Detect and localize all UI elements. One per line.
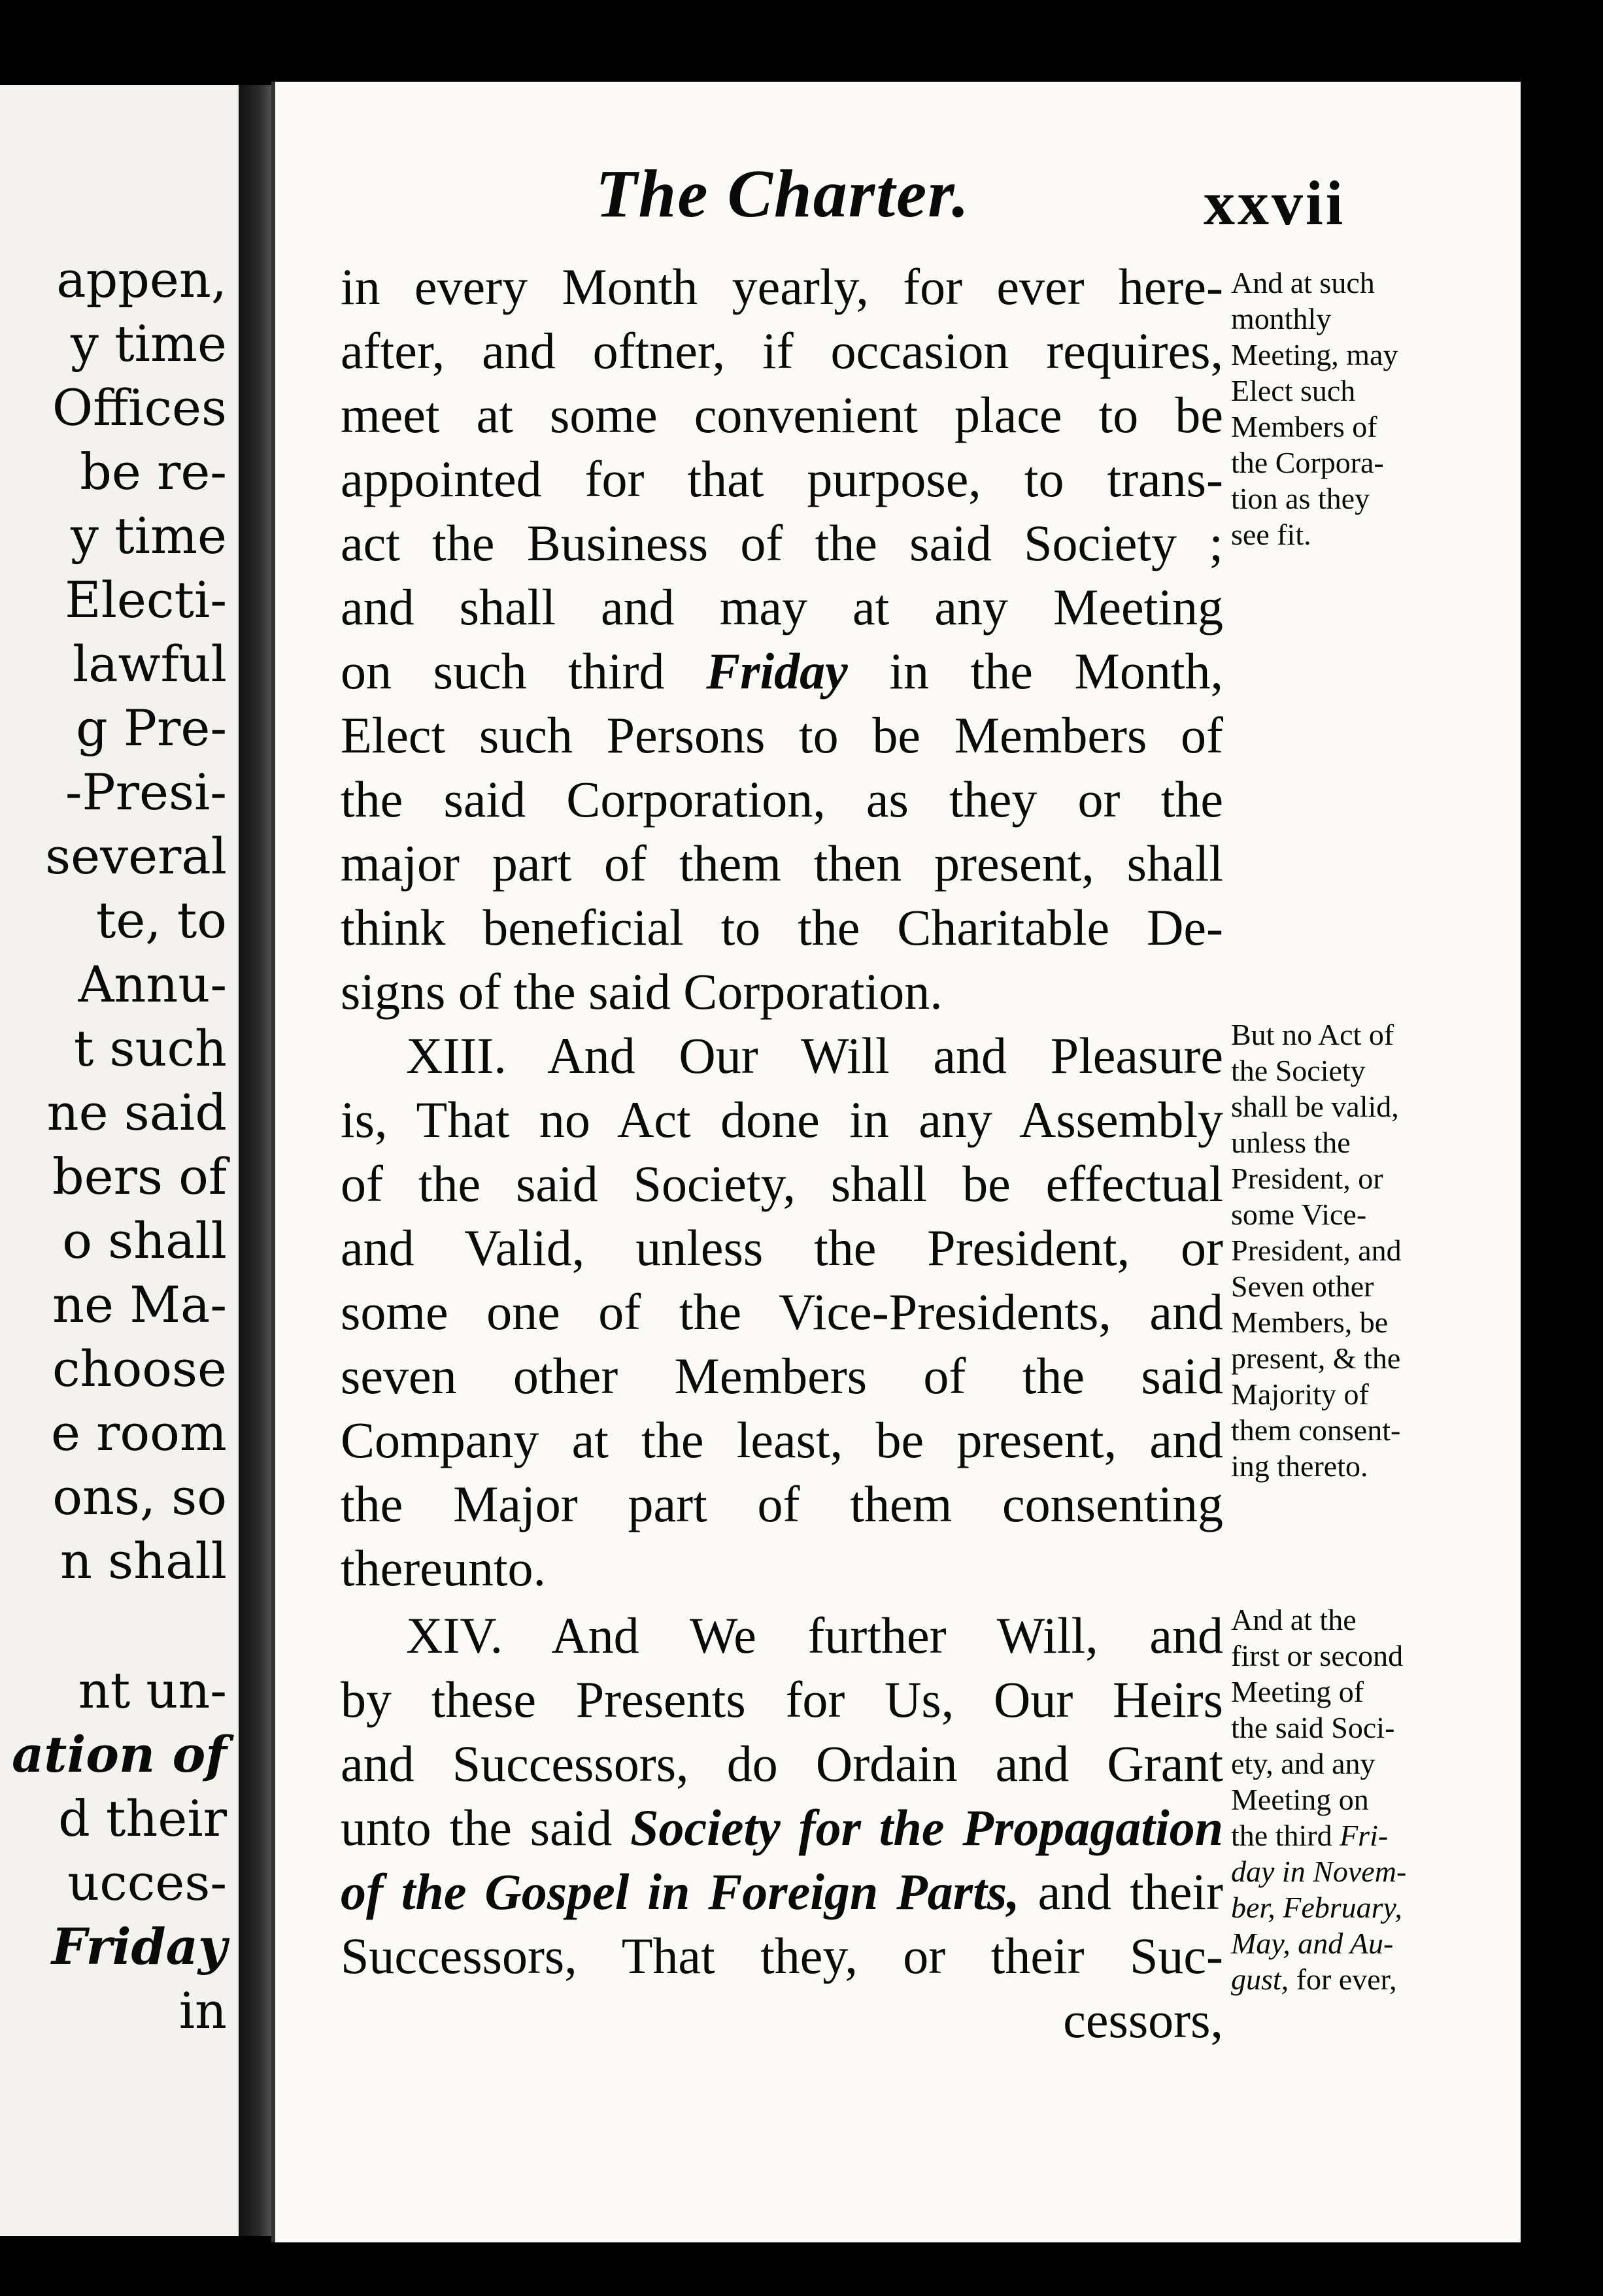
left-page-line: e room <box>50 1404 227 1462</box>
margin-note-line: present, & the <box>1231 1342 1401 1375</box>
left-page-line: ne said <box>46 1083 227 1141</box>
body-line: by these Presents for Us, Our Heirs <box>341 1671 1223 1728</box>
left-page-line: y time <box>71 314 227 373</box>
left-page-line: t such <box>73 1019 227 1077</box>
body-line <box>341 1799 1224 1856</box>
body-line: seven other Members of the said <box>341 1347 1223 1404</box>
section-xiii-first-line: XIII. And Our Will and Pleasure <box>406 1027 1223 1084</box>
body-line: act the Business of the said Society ; <box>341 515 1223 571</box>
margin-note-text: for ever, <box>1296 1963 1397 1996</box>
margin-note-line: unless the <box>1231 1126 1351 1159</box>
margin-note-line: the Corpora- <box>1231 446 1384 479</box>
margin-note-line: shall be valid, <box>1231 1090 1399 1123</box>
body-line: Elect such Persons to be Members of <box>341 707 1223 764</box>
body-line: meet at some convenient place to be <box>341 386 1223 443</box>
body-line: Successors, That they, or their Suc- <box>341 1927 1223 1984</box>
body-line: after, and oftner, if occasion requires, <box>341 322 1223 379</box>
margin-note-line: Majority of <box>1231 1377 1369 1411</box>
running-title: The Charter. <box>596 156 970 231</box>
body-line: is, That no Act done in any Assembly <box>341 1091 1223 1148</box>
margin-note-italic: ber, <box>1231 1891 1275 1924</box>
body-line: appointed for that purpose, to trans- <box>341 450 1223 507</box>
left-page-line: te, to <box>95 891 227 949</box>
body-line: in every Month yearly, for ever here- <box>341 258 1223 315</box>
margin-note-line: see fit. <box>1231 518 1311 551</box>
body-line: of the said Society, shall be effectual <box>341 1155 1223 1212</box>
left-page-line: nt un- <box>78 1661 227 1719</box>
left-page-line: y time <box>71 507 227 565</box>
margin-note-italic: gust, <box>1231 1963 1289 1996</box>
margin-note-line: the said Soci- <box>1231 1711 1395 1744</box>
margin-note-line: first or second <box>1231 1639 1404 1672</box>
margin-note-italic: day <box>1231 1855 1275 1888</box>
body-line: and shall and may at any Meeting <box>341 579 1223 635</box>
body-text: on such third <box>341 643 665 700</box>
margin-note-line: President, or <box>1231 1162 1383 1195</box>
margin-note-line <box>1231 1929 1466 1959</box>
body-text: and their <box>1038 1863 1224 1920</box>
margin-note-text: the third <box>1231 1819 1332 1852</box>
left-page-line: ation of <box>11 1725 227 1783</box>
left-page-line: ucces- <box>67 1853 227 1912</box>
left-page-line: bers of <box>52 1147 227 1206</box>
margin-note-line: And at such <box>1231 266 1375 299</box>
page-header <box>275 82 1521 252</box>
margin-note-line <box>1231 1821 1466 1851</box>
margin-note-line: President, and <box>1231 1234 1402 1267</box>
margin-note-italic: Fri- <box>1340 1819 1389 1852</box>
left-page-line: be re- <box>80 443 227 501</box>
left-page-line: appen, <box>56 250 227 309</box>
margin-note-line: them consent- <box>1231 1413 1401 1447</box>
margin-note-italic: in Novem- <box>1281 1855 1407 1888</box>
left-page-line: Electi- <box>65 571 227 629</box>
body-line: the Major part of them consenting <box>341 1476 1223 1532</box>
main-page <box>271 82 1521 2242</box>
margin-note-line: monthly <box>1231 302 1332 335</box>
left-page-line: ons, so <box>52 1468 227 1526</box>
left-page-line: lawful <box>72 635 227 693</box>
margin-note-line: the Society <box>1231 1054 1366 1087</box>
margin-note-line: Members, be <box>1231 1306 1389 1339</box>
body-line: signs of the said Corporation. <box>341 963 943 1020</box>
left-page-line: Annu- <box>78 955 227 1013</box>
body-text: in the Month, <box>889 643 1223 700</box>
body-italic-text: Society for the Propagation <box>630 1799 1224 1856</box>
body-line: some one of the Vice-Presidents, and <box>341 1283 1223 1340</box>
body-line: major part of them then present, shall <box>341 835 1223 892</box>
left-page-line: g Pre- <box>76 699 227 757</box>
left-page-line: in <box>178 1982 227 2040</box>
left-page-line: several <box>45 827 227 885</box>
body-line: thereunto. <box>341 1540 547 1596</box>
body-line: think beneficial to the Charitable De- <box>341 899 1223 956</box>
body-text: unto the said <box>341 1799 613 1856</box>
margin-note-line: Meeting on <box>1231 1783 1369 1816</box>
margin-note-line: But no Act of <box>1231 1018 1394 1051</box>
left-page-line: d their <box>58 1789 227 1848</box>
margin-note-line: some Vice- <box>1231 1198 1367 1231</box>
left-page-line: -Presi- <box>65 763 227 821</box>
margin-note-line: Members of <box>1231 410 1377 443</box>
margin-note-line: ing thereto. <box>1231 1449 1368 1483</box>
body-line: Company at the least, be present, and <box>341 1411 1223 1468</box>
book-gutter <box>239 85 273 2236</box>
margin-note-italic: and Au- <box>1298 1927 1394 1960</box>
body-line: and Successors, do Ordain and Grant <box>341 1735 1223 1792</box>
left-page-line: Friday <box>51 1917 227 1976</box>
left-page-line: o shall <box>62 1211 227 1270</box>
page-number: xxvii <box>1204 168 1346 238</box>
left-facing-page <box>0 85 241 2236</box>
margin-note-line: Seven other <box>1231 1270 1374 1303</box>
section-xiv-first-line: XIV. And We further Will, and <box>406 1607 1223 1664</box>
margin-note-line <box>1231 1965 1466 1995</box>
body-italic-text: Friday <box>706 643 848 700</box>
left-page-line: choose <box>52 1340 227 1398</box>
body-line <box>341 643 1223 700</box>
catchword: cessors, <box>1063 1991 1223 2048</box>
margin-note-line: ety, and any <box>1231 1747 1375 1780</box>
margin-note-italic: February, <box>1283 1891 1402 1924</box>
body-line: the said Corporation, as they or the <box>341 771 1223 828</box>
margin-note-italic: May, <box>1231 1927 1291 1960</box>
body-line <box>341 1863 1224 1920</box>
left-page-line: Offices <box>52 379 227 437</box>
margin-note-line <box>1231 1857 1466 1887</box>
body-italic-text: of the Gospel in Foreign Parts, <box>341 1863 1020 1920</box>
left-page-line: ne Ma- <box>52 1275 227 1334</box>
margin-note-line: Elect such <box>1231 374 1356 407</box>
left-page-line: n shall <box>60 1532 227 1590</box>
body-line: and Valid, unless the President, or <box>341 1219 1223 1276</box>
margin-note-line <box>1231 1893 1466 1923</box>
margin-note-line: Meeting, may <box>1231 338 1398 371</box>
margin-note-line: And at the <box>1231 1603 1357 1636</box>
margin-note-line: tion as they <box>1231 482 1370 515</box>
margin-note-line: Meeting of <box>1231 1675 1364 1708</box>
